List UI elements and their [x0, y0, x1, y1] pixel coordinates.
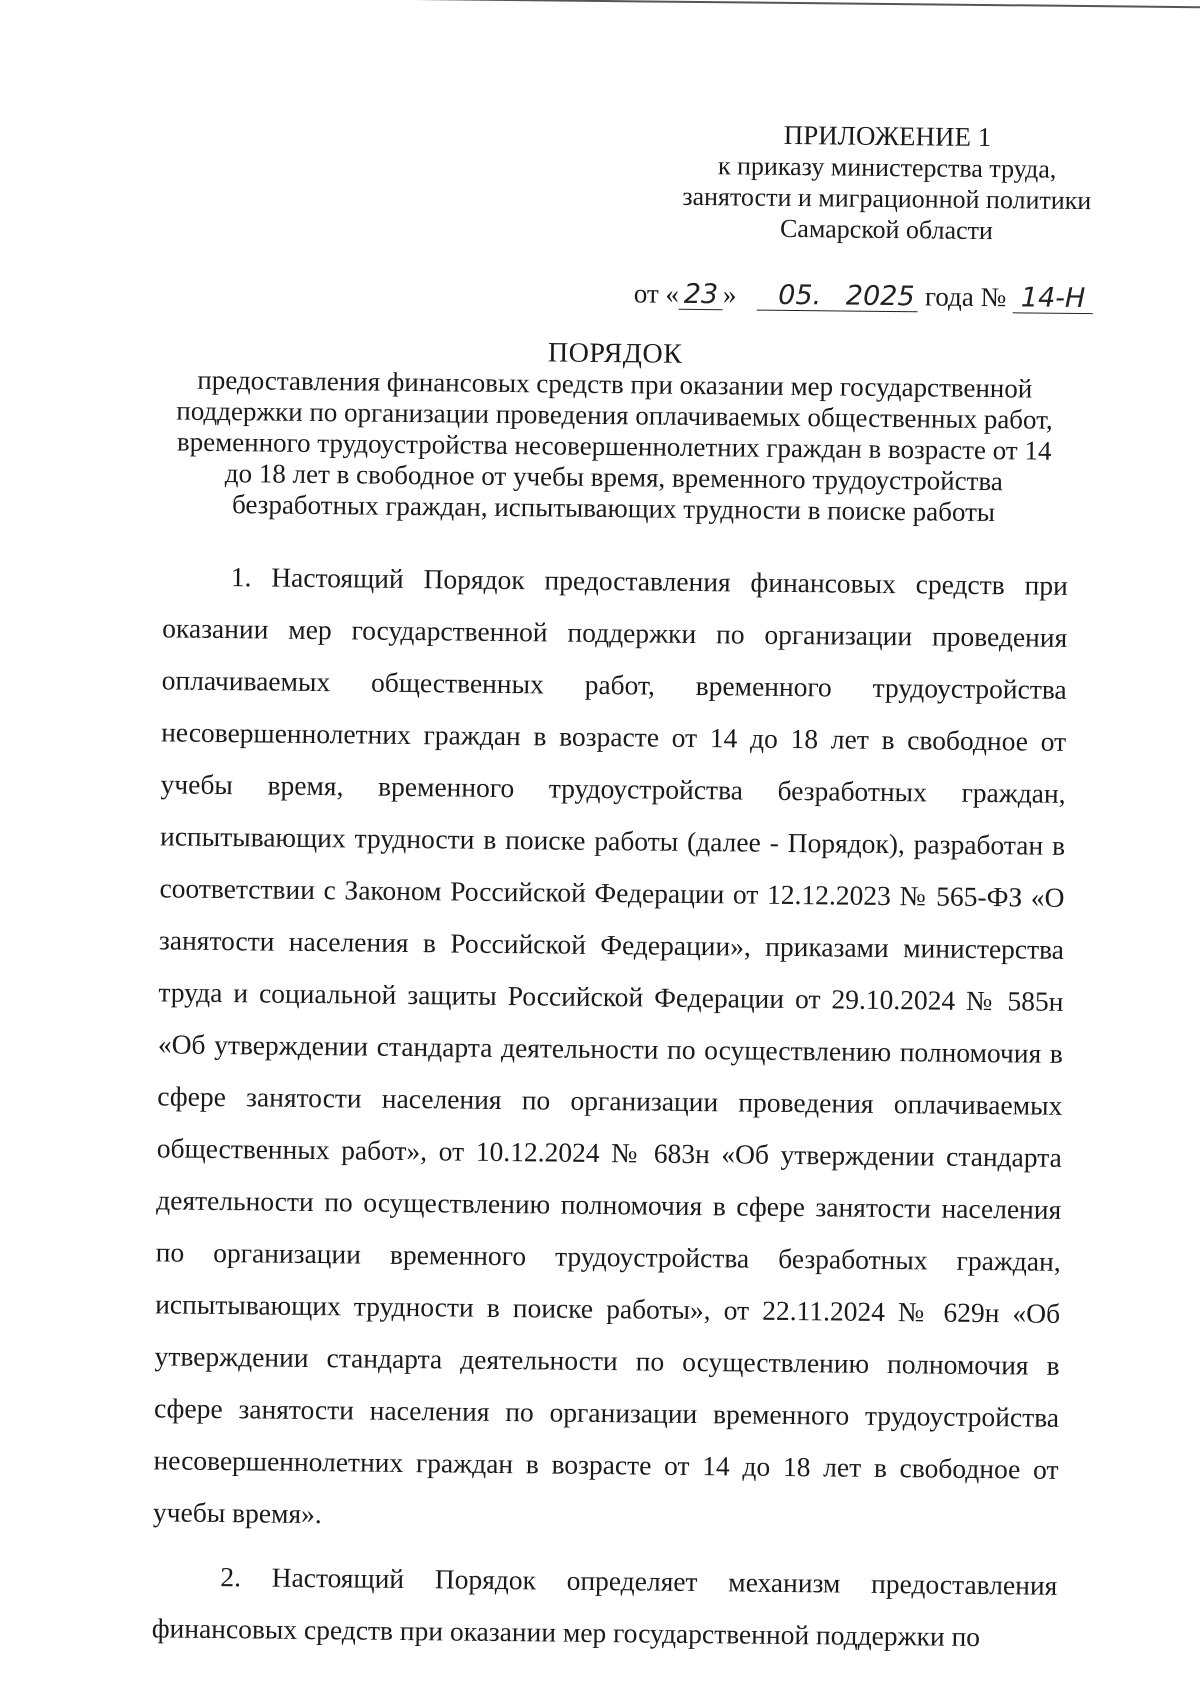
order-date-line — [634, 278, 1094, 314]
document-subtitle-line: временного трудоустройства несовершеннолетних граждан в возрасте от 14 — [176, 426, 1052, 466]
date-suffix: года № — [924, 281, 1007, 313]
paragraph-1: 1. Настоящий Порядок предоставления финансовых средств при оказании мер государственной поддержки по организации проведения оплачиваемых общественных работ, временного трудоустройства несовершеннолетних граждан в возрасте от 14 до 18 лет в свободное от учебы время, временного трудоустройства безработных граждан, испытывающих трудности в поиске работы (далее - Порядок), разработан в соответствии с Законом Российской Федерации от 12.12.2023 № 565-ФЗ «О занятости населения в Российской Федерации», приказами министерства труда и социальной защиты Российской Федерации от 29.10.2024 № 585н «Об утверждении стандарта деятельности по осуществлению полномочия в сфере занятости населения по организации проведения оплачиваемых общественных работ», от 10.12.2024 № 683н «Об утверждении стандарта деятельности по осуществлению полномочия в сфере занятости населения по организации временного трудоустройства безработных граждан, испытывающих трудности в поиске работы», от 22.11.2024 № 629н «Об утверждении стандарта деятельности по осуществлению полномочия в сфере занятости населения по организации временного трудоустройства несовершеннолетних граждан в возрасте от 14 до 18 лет в свободное от учебы время». — [152, 561, 1068, 1530]
paragraph-2: 2. Настоящий Порядок определяет механизм предоставления финансовых средств при оказании мер государственной поддержки по — [151, 1561, 1058, 1653]
appendix-line: к приказу министерства труда, — [717, 151, 1057, 184]
document-subtitle-line: безработных граждан, испытывающих трудности в поиске работы — [231, 489, 996, 528]
appendix-title: ПРИЛОЖЕНИЕ 1 — [783, 119, 992, 153]
document-body — [151, 550, 1068, 1675]
handwritten-day: 23 — [679, 281, 723, 310]
document-subtitle-line: до 18 лет в свободное от учебы время, временного трудоустройства — [224, 458, 1003, 497]
appendix-line: Самарской области — [779, 213, 994, 246]
handwritten-month: 05. — [757, 282, 842, 312]
handwritten-number: 14-Н — [1013, 284, 1093, 314]
document-subtitle-line: поддержки по организации проведения оплачиваемых общественных работ, — [176, 395, 1053, 435]
scan-edge-line — [9, 0, 1200, 8]
handwritten-year: 2025 — [842, 283, 918, 313]
document-subtitle-line: предоставления финансовых средств при оказании мер государственной — [197, 364, 1033, 404]
document-title: ПОРЯДОК — [547, 337, 683, 370]
date-prefix: от « — [633, 278, 680, 309]
appendix-line: занятости и миграционной политики — [682, 181, 1092, 216]
appendix-header — [626, 118, 1147, 247]
date-mid: » — [722, 279, 737, 310]
document-title-block — [153, 333, 1075, 529]
